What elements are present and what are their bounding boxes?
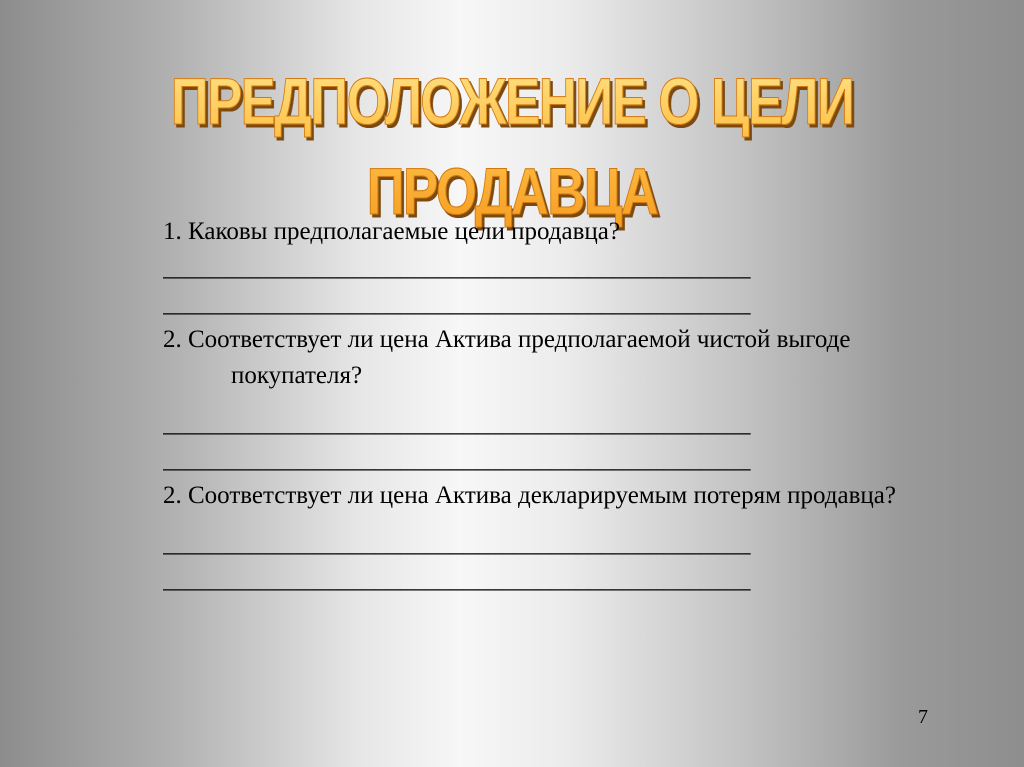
answer-line: _______________________________________________	[163, 254, 751, 281]
questions-list	[163, 214, 923, 598]
question-3: 2. Соответствует ли цена Актива декларируемым потерям продавца?	[163, 482, 896, 509]
page-number: 7	[918, 706, 928, 728]
question-1: 1. Каковы предполагаемые цели продавца?	[163, 218, 620, 245]
slide-title: ПРЕДПОЛОЖЕНИЕ О ЦЕЛИ ПРОДАВЦА	[102, 56, 921, 236]
answer-line: _______________________________________________	[163, 410, 751, 437]
answer-line: _______________________________________________	[163, 290, 751, 317]
answer-line: _______________________________________________	[163, 566, 751, 593]
answer-line: _______________________________________________	[163, 530, 751, 557]
question-2: 2. Соответствует ли цена Актива предполагаемой чистой выгоде покупателя?	[163, 326, 851, 389]
answer-line: _______________________________________________	[163, 446, 751, 473]
